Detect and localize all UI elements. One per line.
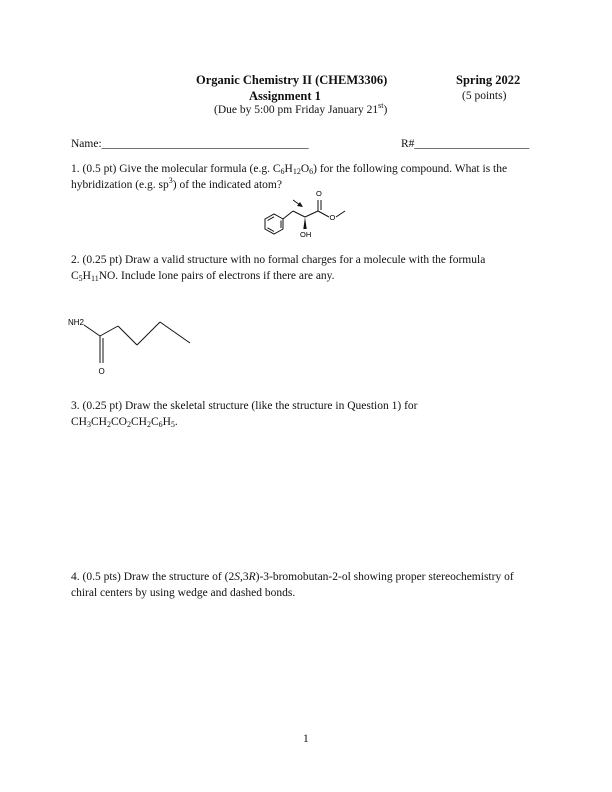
assignment-title: Assignment 1 (249, 89, 321, 103)
q3-f7: 2 (146, 420, 151, 429)
q1-sub-c: 6 (309, 167, 314, 176)
q2-sub-b: 11 (90, 274, 99, 283)
amine-label: NH2 (68, 318, 85, 327)
q3-f8: C (150, 416, 159, 428)
points-total: (5 points) (462, 90, 507, 102)
due-date-close: ) (383, 104, 388, 116)
q3-f5: 2 (126, 420, 131, 429)
bond-c4-c5 (160, 322, 190, 343)
q1-l2-a: hybridization (e.g. sp (71, 179, 169, 191)
due-date-text: (Due by 5:00 pm Friday January 21 (214, 104, 379, 116)
hydroxyl-label: OH (300, 230, 312, 239)
q3-f10: H (162, 416, 171, 428)
q1-text-h: H (284, 163, 293, 175)
indicator-arrow-head (297, 202, 303, 207)
course-title: Organic Chemistry II (CHEM3306) (196, 73, 388, 87)
q2-c: C (71, 270, 79, 282)
q3-f9: 6 (158, 420, 163, 429)
q4-comma: ,3 (239, 571, 249, 583)
due-date-sup: st (378, 101, 384, 110)
bond-ring-ch2 (283, 211, 293, 219)
q3-line1: 3. (0.25 pt) Draw the skeletal structure (like the structure in Question 1) for (71, 400, 418, 412)
q4-r: R (248, 571, 256, 583)
q1-text-a: 1. (0.5 pt) Give the molecular formula (e.g. C (71, 163, 281, 175)
q2-sub-a: 5 (78, 274, 83, 283)
term: Spring 2022 (456, 73, 521, 87)
q2-line1: 2. (0.25 pt) Draw a valid structure with no formal charges for a molecule with the formula (71, 254, 486, 266)
bond-c3-c4 (137, 322, 160, 345)
q4-line1 (71, 569, 514, 585)
q2-h: H (82, 270, 91, 282)
bond-o-me (336, 211, 345, 217)
q1-l2-sup: 3 (168, 176, 173, 185)
due-date (214, 102, 387, 118)
bond-co-o (318, 211, 329, 217)
q3-f4: CO (110, 416, 127, 428)
ester-o-label: O (329, 213, 336, 222)
bond-c2-c3 (118, 326, 137, 345)
bond-ch-co (305, 211, 318, 217)
bond-c1-c2 (100, 326, 118, 336)
q4-line2: chiral centers by using wedge and dashed bonds. (71, 587, 296, 599)
page-number: 1 (303, 733, 309, 745)
q1-line2 (71, 177, 282, 193)
q2-rest: NO. Include lone pairs of electrons if there are any. (98, 270, 335, 282)
carbonyl-o-label: O (316, 189, 322, 198)
q1-sub-b: 12 (292, 167, 301, 176)
q3-f1: 3 (86, 420, 91, 429)
name-field[interactable]: Name:____________________________________ (71, 138, 309, 150)
q3-f11: 5 (170, 420, 175, 429)
q3-f6: CH (130, 416, 147, 428)
q3-f0: CH (71, 416, 87, 428)
q3-f2: CH (90, 416, 107, 428)
q3-formula (71, 414, 178, 430)
q3-f12: . (174, 416, 178, 428)
wedge-bond (303, 217, 306, 229)
carbonyl-o-label: O (98, 367, 105, 376)
q1-l2-b: ) of the indicated atom? (172, 179, 282, 191)
q1-line1 (71, 161, 507, 177)
rnum-field[interactable]: R#____________________ (401, 138, 530, 150)
q4-s: S (234, 571, 240, 583)
q1-text-o: O (300, 163, 310, 175)
q2-structure (60, 312, 210, 380)
q3-f3: 2 (106, 420, 111, 429)
q1-text-g: ) for the following compound. What is the (313, 163, 508, 175)
q1-structure (255, 185, 365, 245)
bond-n-c1 (84, 325, 100, 336)
q1-sub-a: 6 (280, 167, 285, 176)
bond-ch2-ch (293, 211, 305, 217)
q2-line2 (71, 268, 335, 284)
q4-b: )-3-bromobutan-2-ol showing proper stereochemistry of (255, 571, 514, 583)
q4-a: 4. (0.5 pts) Draw the structure of (2 (71, 571, 235, 583)
